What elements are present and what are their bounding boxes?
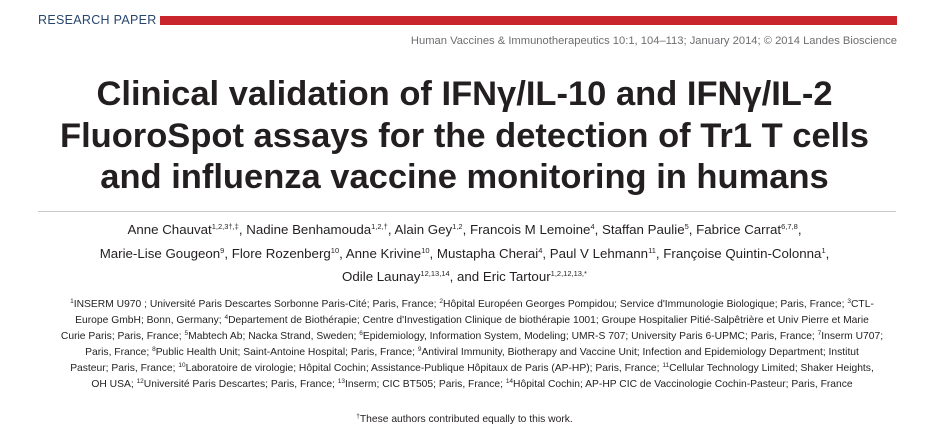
author-name: Marie-Lise Gougeon xyxy=(99,245,221,261)
author-affiliation-marker: 1,2,3†,‡ xyxy=(211,222,239,231)
author-name: Staffan Paulie xyxy=(602,222,685,237)
author-name: Nadine Benhamouda xyxy=(246,222,372,237)
affiliation-line xyxy=(48,297,896,313)
affiliation-text: Hôpital Cochin; AP-HP CIC de Vaccinologie Cochin-Pasteur; Paris, France xyxy=(513,378,853,390)
header-accent-rule xyxy=(160,16,897,25)
footnote-marker: † xyxy=(356,413,360,420)
affiliation-number: 2 xyxy=(439,298,444,305)
affiliation-line xyxy=(48,313,896,329)
affiliation-number: 10 xyxy=(178,361,186,369)
author-name: Francois M Lemoine xyxy=(470,222,591,237)
affiliation-text: Laboratoire de virologie; Hôpital Cochin; Assistance-Publique Hôpitaux de Paris (AP-HP); Paris, France; xyxy=(185,362,663,374)
affiliation-number: 4 xyxy=(224,313,229,321)
affiliation-number: 12 xyxy=(136,377,144,385)
affiliation-line xyxy=(48,361,896,377)
affiliation-text: Departement de Biothérapie; Centre d'Investigation Clinique de biothérapie 1001; Groupe Hospitalier Pitié-Salpêtrière et Univ Pierre et Marie xyxy=(228,314,869,326)
author-affiliation-marker: 9 xyxy=(220,245,225,255)
affiliation-number: 8 xyxy=(152,345,156,353)
affiliation-text: Université Paris Descartes; Paris, France; xyxy=(143,378,338,390)
author-name: Eric Tartour xyxy=(482,269,551,284)
header-bar xyxy=(0,0,929,34)
affiliation-text: Mabtech Ab; Nacka Strand, Sweden; xyxy=(188,330,360,342)
affiliation-number: 9 xyxy=(417,345,422,353)
author-name: Françoise Quintin-Colonna xyxy=(663,245,822,261)
author-name: Odile Launay xyxy=(342,269,421,284)
affiliation-number: 5 xyxy=(184,329,189,337)
affiliation-number: 11 xyxy=(662,361,670,369)
affiliation-text: Epidemiology, Information System, Modeling; UMR-S 707; University Paris 6-UPMC; Paris, France; xyxy=(362,330,818,342)
affiliation-number: 13 xyxy=(337,377,346,385)
author-name: Anne Chauvat xyxy=(127,222,212,237)
author-line: Marie-Lise Gougeon$^9$, Flore Rozenberg$^{10}$, Anne Krivine$^{10}$, Mustapha Cherai$^4$, Paul V Lehmann$^{11}$, Françoise Quintin-Colonna$^1$, xyxy=(99,245,830,261)
affiliation-number: 3 xyxy=(847,298,851,305)
affiliation-text: Pasteur; Paris, France; xyxy=(70,362,179,374)
journal-citation: Human Vaccines & Immunotherapeutics 10:1, 104–113; January 2014; © 2014 Landes Bioscience xyxy=(410,35,897,47)
author-affiliation-marker: 10 xyxy=(330,245,340,255)
title-divider xyxy=(38,211,896,212)
author-line: Anne Chauvat$^{1,2,3\dagger,\ddagger}$, Nadine Benhamouda$^{1,2,\dagger}$, Alain Gey$^{1,2}$, Francois M Lemoine$^4$, Staffan Paulie$^5$, Fabrice Carrat$^{6,7,8}$, xyxy=(127,222,802,237)
author-affiliation-marker: 6,7,8 xyxy=(781,222,798,231)
author-name: Fabrice Carrat xyxy=(696,222,782,237)
author-name: Flore Rozenberg xyxy=(231,245,331,261)
affiliation-text: Antiviral Immunity, Biotherapy and Vaccine Unit; Infection and Epidemiology Department; Institut xyxy=(421,346,859,358)
equal-contribution-footnote xyxy=(0,414,929,425)
affiliation-number: 7 xyxy=(817,329,822,337)
author-name: Paul V Lehmann xyxy=(549,245,649,261)
author-affiliation-marker: 11 xyxy=(648,245,656,255)
author-name: Mustapha Cherai xyxy=(436,245,539,261)
affiliation-line xyxy=(48,329,896,345)
affiliation-line xyxy=(48,377,896,393)
author-affiliation-marker: 1,2 xyxy=(452,222,463,231)
section-tag: RESEARCH PAPER xyxy=(38,13,157,27)
author-line: Odile Launay$^{12,13,14}$, and Eric Tartour$^{1,2,12,13,*}$ xyxy=(342,269,587,284)
author-affiliation-marker: 1,2,† xyxy=(371,222,388,231)
affiliation-text: Inserm; CIC BT505; Paris, France; xyxy=(345,378,506,390)
affiliation-text: Hôpital Européen Georges Pompidou; Service d'Immunologie Biologique; Paris, France; xyxy=(443,299,848,310)
affiliation-number: 1 xyxy=(70,298,74,305)
affiliation-text: INSERM U970 ; Université Paris Descartes Sorbonne Paris-Cité; Paris, France; xyxy=(73,299,440,310)
author-affiliation-marker: 4 xyxy=(538,245,543,255)
author-affiliation-marker: 1,2,12,13,* xyxy=(550,269,587,278)
affiliation-list xyxy=(48,297,896,392)
author-affiliation-marker: 12,13,14 xyxy=(420,269,450,278)
author-list xyxy=(20,218,909,289)
article-title xyxy=(0,74,929,199)
footnote-text: These authors contributed equally to this work. xyxy=(359,414,573,425)
affiliation-text: Paris, France; xyxy=(85,346,153,358)
author-affiliation-marker: 4 xyxy=(590,222,595,231)
affiliation-text: Inserm U707; xyxy=(821,330,884,342)
author-name: Alain Gey xyxy=(394,222,453,237)
title-line: and influenza vaccine monitoring in humans xyxy=(100,158,829,196)
affiliation-text: Curie Paris; Paris, France; xyxy=(60,330,185,342)
title-line: FluoroSpot assays for the detection of Tr1 T cells xyxy=(60,116,869,155)
affiliation-number: 14 xyxy=(505,377,514,385)
affiliation-line xyxy=(48,345,896,361)
title-line: Clinical validation of IFNγ/IL-10 and IFNγ/IL-2 xyxy=(96,75,833,113)
affiliation-text: Europe GmbH; Bonn, Germany; xyxy=(75,314,225,326)
author-name: Anne Krivine xyxy=(345,245,422,261)
affiliation-text: Public Health Unit; Saint-Antoine Hospital; Paris, France; xyxy=(155,346,418,358)
author-affiliation-marker: 10 xyxy=(421,245,430,255)
affiliation-text: CTL- xyxy=(851,299,874,310)
author-affiliation-marker: 5 xyxy=(684,222,689,231)
affiliation-number: 6 xyxy=(359,329,363,337)
affiliation-text: OH USA; xyxy=(91,378,137,390)
affiliation-text: Cellular Technology Limited; Shaker Heights, xyxy=(669,362,874,374)
author-affiliation-marker: 1 xyxy=(821,245,826,255)
